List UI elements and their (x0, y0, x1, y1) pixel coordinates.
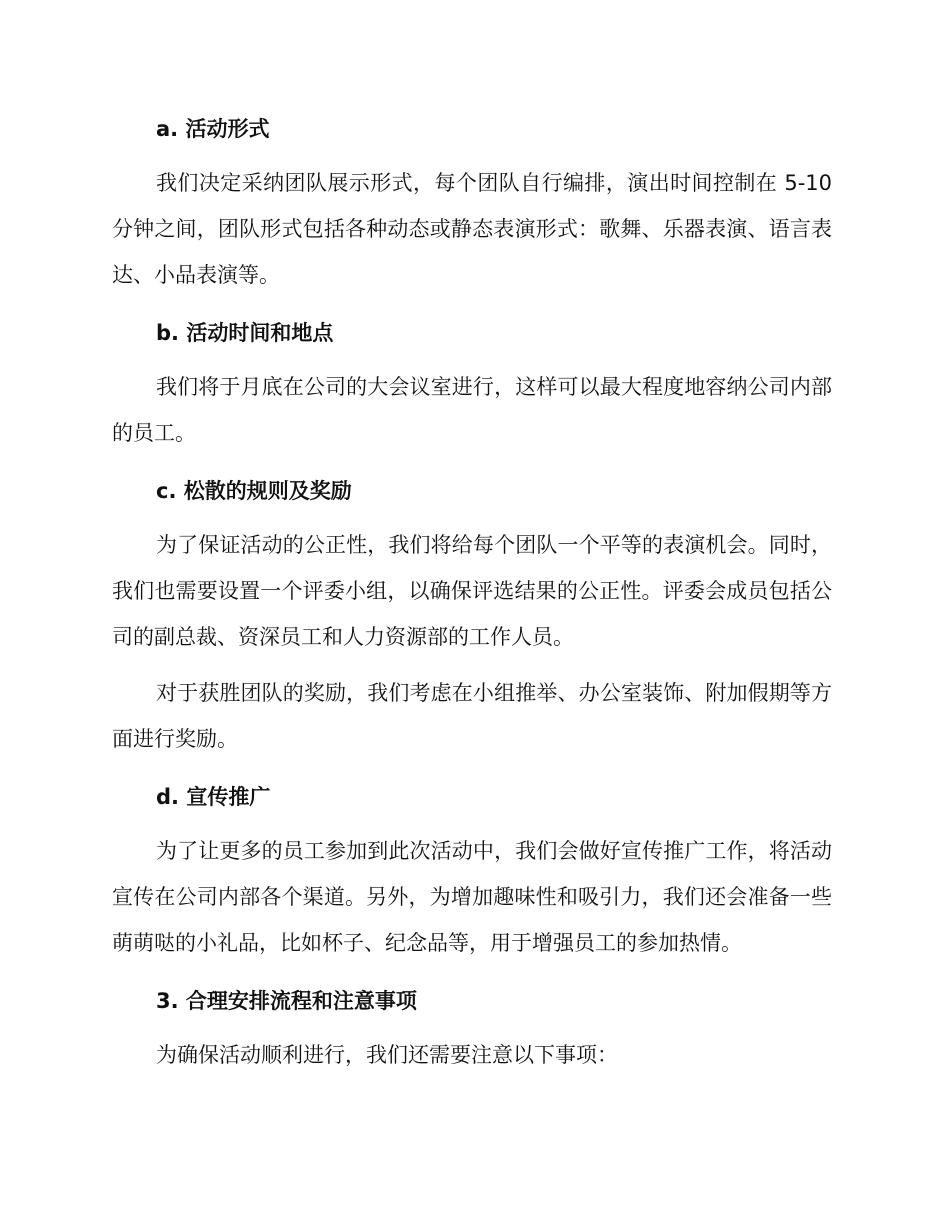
section-heading-3: 3. 合理安排流程和注意事项 (156, 989, 417, 1013)
section-heading-c: c. 松散的规则及奖励 (156, 479, 352, 503)
paragraph-promotion: 为了让更多的员工参加到此次活动中，我们会做好宣传推广工作，将活动宣传在公司内部各个渠道。另外，为增加趣味性和吸引力，我们还会准备一些萌萌哒的小礼品，比如杯子、纪念品等，用于增强员工的参加热情。 (112, 839, 832, 955)
paragraph-time-location: 我们将于月底在公司的大会议室进行，这样可以最大程度地容纳公司内部的员工。 (112, 375, 832, 445)
paragraph-notes-intro: 为确保活动顺利进行，我们还需要注意以下事项： (156, 1043, 618, 1067)
paragraph-rewards: 对于获胜团队的奖励，我们考虑在小组推举、办公室装饰、附加假期等方面进行奖励。 (112, 681, 832, 751)
paragraph-activity-format: 我们决定采纳团队展示形式，每个团队自行编排，演出时间控制在 5-10 分钟之间，团队形式包括各种动态或静态表演形式：歌舞、乐器表演、语言表达、小品表演等。 (112, 171, 832, 287)
paragraph-rules: 为了保证活动的公正性，我们将给每个团队一个平等的表演机会。同时，我们也需要设置一个评委小组，以确保评选结果的公正性。评委会成员包括公司的副总裁、资深员工和人力资源部的工作人员。 (112, 533, 832, 649)
section-heading-d: d. 宣传推广 (156, 785, 271, 809)
section-heading-b: b. 活动时间和地点 (156, 321, 334, 345)
section-heading-a: a. 活动形式 (156, 117, 270, 141)
